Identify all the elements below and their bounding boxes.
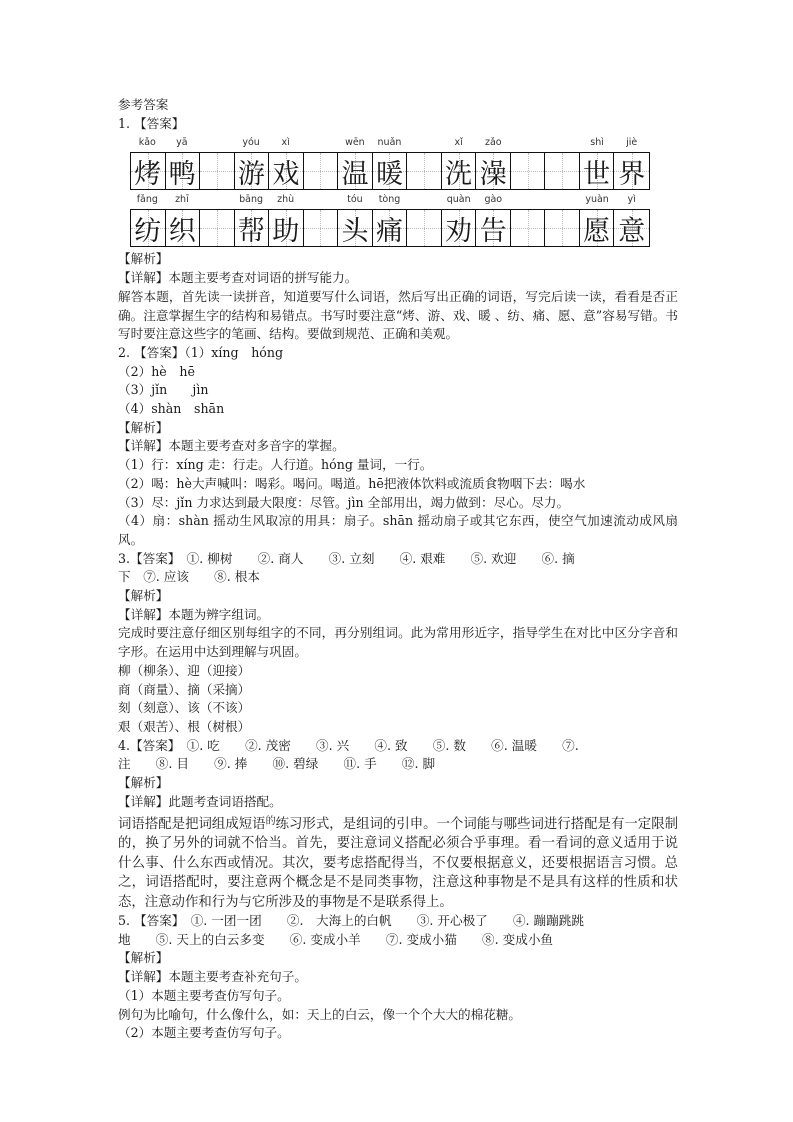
pinyin: nuǎn <box>377 137 402 149</box>
pinyin: xǐ <box>454 137 463 149</box>
q3-pair-3: 刻（刻意）、该（不该） <box>118 700 251 716</box>
q3-detail: 【详解】本题为辨字组词。 <box>118 606 270 622</box>
grid-cell-blank <box>304 210 339 246</box>
grid-cell: 界 <box>614 153 649 189</box>
grid-cell: 痛 <box>373 210 408 246</box>
grid-cell: 暖 <box>373 153 408 189</box>
grid-cell-blank <box>200 153 235 189</box>
q2-answer-3: （3）jǐn jìn <box>118 382 209 398</box>
q5-answer-line-2: 地 ⑤. 天上的白云多变 ⑥. 变成小羊 ⑦. 变成小猫 ⑧. 变成小鱼 <box>118 931 554 947</box>
q1-heading: 1. 【答案】 <box>118 115 185 131</box>
pinyin: zhī <box>175 194 189 206</box>
q2-answer-1: 2. 【答案】（1）xíng hóng <box>118 344 284 360</box>
pinyin: zǎo <box>484 137 502 149</box>
grid-cell: 澡 <box>476 153 511 189</box>
grid-cell-blank <box>407 210 442 246</box>
pinyin-row-1 <box>130 133 650 152</box>
pinyin: quàn <box>446 194 471 206</box>
q2-detail: 【详解】本题主要考查对多音字的掌握。 <box>118 438 345 454</box>
pinyin: bāng <box>239 194 264 206</box>
q5-item-1: （1）本题主要考查仿写句子。 <box>118 987 290 1003</box>
q5-analysis-label: 【解析】 <box>118 950 169 966</box>
q2-answer-2: （2）hè hē <box>118 363 195 379</box>
grid-cell: 帮 <box>235 210 270 246</box>
grid-cell-blank <box>200 210 235 246</box>
q3-pair-4: 艰（艰苦）、根（树根） <box>118 718 251 734</box>
grid-row-2 <box>130 209 650 247</box>
pinyin: yā <box>176 137 188 149</box>
grid-cell: 纺 <box>131 210 166 246</box>
q5-item-2: 例句为比喻句，什么像什么，如：天上的白云，像一个个大大的棉花糖。 <box>118 1006 521 1022</box>
pinyin: jiè <box>626 137 638 149</box>
q2-item-2: （2）喝：hè大声喊叫：喝彩。喝问。喝道。hē把液体饮料或流质食物咽下去：喝水 <box>118 475 586 491</box>
grid-cell: 助 <box>269 210 304 246</box>
pinyin: tóu <box>347 194 363 206</box>
q3-pair-1: 柳（柳条）、迎（迎接） <box>118 662 251 678</box>
grid-cell-blank <box>511 210 546 246</box>
grid-cell: 劝 <box>442 210 477 246</box>
answer-document <box>118 96 678 1043</box>
q4-explanation: 词语搭配是把词组成短语$^的$练习形式，是组词的引申。一个词能与哪些词进行搭配是有一定限制的，换了另外的词就不恰当。首先，要注意词义搭配必须合乎事理。看一看词的意义适用于说什么事、什么东西或情况。其次，要考虑搭配得当，不仅要根据意义，还要根据语言习惯。总之，词语搭配时，要注意两个概念是不是同类事物，注意这种事物是不是具有这样的性质和状态，注意动作和行为与它所涉及的事物是不是联系得上。 <box>118 815 679 910</box>
pinyin: wēn <box>345 137 365 149</box>
pinyin: yuàn <box>585 194 609 206</box>
q1-analysis-label: 【解析】 <box>118 251 169 267</box>
grid-cell: 烤 <box>131 153 166 189</box>
pinyin: yì <box>627 194 636 206</box>
pinyin: tòng <box>378 194 401 206</box>
grid-cell: 戏 <box>269 153 304 189</box>
pinyin: kǎo <box>138 137 156 149</box>
q4-analysis-label: 【解析】 <box>118 775 169 791</box>
pinyin: shì <box>590 137 604 149</box>
grid-cell-blank <box>304 153 339 189</box>
q5-detail: 【详解】本题主要考查补充句子。 <box>118 969 307 985</box>
document-title: 参考答案 <box>118 97 169 112</box>
q2-answer-4: （4）shàn shān <box>118 401 225 417</box>
grid-cell: 世 <box>580 153 615 189</box>
q5-answer-line-1: 5. 【答案】 ①. 一团一团 ②. 大海上的白帆 ③. 开心极了 ④. 蹦蹦跳跳 <box>118 913 584 928</box>
writing-grid <box>130 133 650 247</box>
q4-answer-line-2: 注 ⑧. 目 ⑨. 捧 ⑩. 碧绿 ⑪. 手 ⑫. 脚 <box>118 756 436 772</box>
q2-item-3: （3）尽：jǐn 力求达到最大限度：尽管。jìn 全部用出，竭力做到：尽心。尽力。 <box>118 494 570 510</box>
q3-answer-line-1: 3.【答案】 ①. 柳树 ②. 商人 ③. 立刻 ④. 艰难 ⑤. 欢迎 ⑥. 摘 <box>118 550 575 566</box>
grid-cell-blank <box>511 153 546 189</box>
q4-answer-line-1: 4.【答案】 ①. 吃 ②. 茂密 ③. 兴 ④. 致 ⑤. 数 ⑥. 温暖 ⑦. <box>118 737 579 753</box>
q2-analysis-label: 【解析】 <box>118 419 169 435</box>
q1-detail: 【详解】本题主要考查对词语的拼写能力。 <box>118 270 358 286</box>
q2-item-1: （1）行：xíng 走：行走。人行道。hóng 量词，一行。 <box>118 457 433 473</box>
grid-cell: 头 <box>338 210 373 246</box>
q3-pair-2: 商（商量）、摘（采摘） <box>118 681 251 697</box>
q4-detail: 【详解】此题考查词语搭配。 <box>118 793 282 809</box>
grid-cell <box>545 210 580 246</box>
grid-cell <box>545 153 580 189</box>
pinyin: xì <box>281 137 290 149</box>
q3-explanation: 完成时要注意仔细区别每组字的不同，再分别组词。此为常用形近字，指导学生在对比中区分字音和字形。在运用中达到理解与巩固。 <box>118 625 678 660</box>
grid-cell: 游 <box>235 153 270 189</box>
pinyin: yóu <box>242 137 260 149</box>
grid-row-1 <box>130 152 650 190</box>
pinyin-row-2 <box>130 190 650 209</box>
q3-analysis-label: 【解析】 <box>118 588 169 604</box>
grid-cell: 温 <box>338 153 373 189</box>
q5-item-3: （2）本题主要考查仿写句子。 <box>118 1025 290 1041</box>
grid-cell: 鸭 <box>166 153 201 189</box>
pinyin: zhù <box>277 194 295 206</box>
grid-cell: 愿 <box>580 210 615 246</box>
pinyin: gào <box>484 194 503 206</box>
q1-explanation: 解答本题，首先读一读拼音，知道要写什么词语，然后写出正确的词语，写完后读一读，看看是否正确。注意掌握生字的结构和易错点。书写时要注意“烤、游、戏、暖 、纺、痛、愿、意”容易写错。书写时要注意这些字的笔画、结构。要做到规范、正确和美观。 <box>118 288 678 342</box>
grid-cell: 织 <box>166 210 201 246</box>
grid-cell: 告 <box>476 210 511 246</box>
grid-cell: 意 <box>614 210 649 246</box>
q2-item-4: （4）扇：shàn 摇动生风取凉的用具：扇子。shān 摇动扇子或其它东西，使空气加速流动成风扇风。 <box>118 513 678 547</box>
pinyin: fǎng <box>136 194 158 206</box>
grid-cell: 洗 <box>442 153 477 189</box>
grid-cell-blank <box>407 153 442 189</box>
q3-answer-line-2: 下 ⑦. 应该 ⑧. 根本 <box>118 569 260 585</box>
